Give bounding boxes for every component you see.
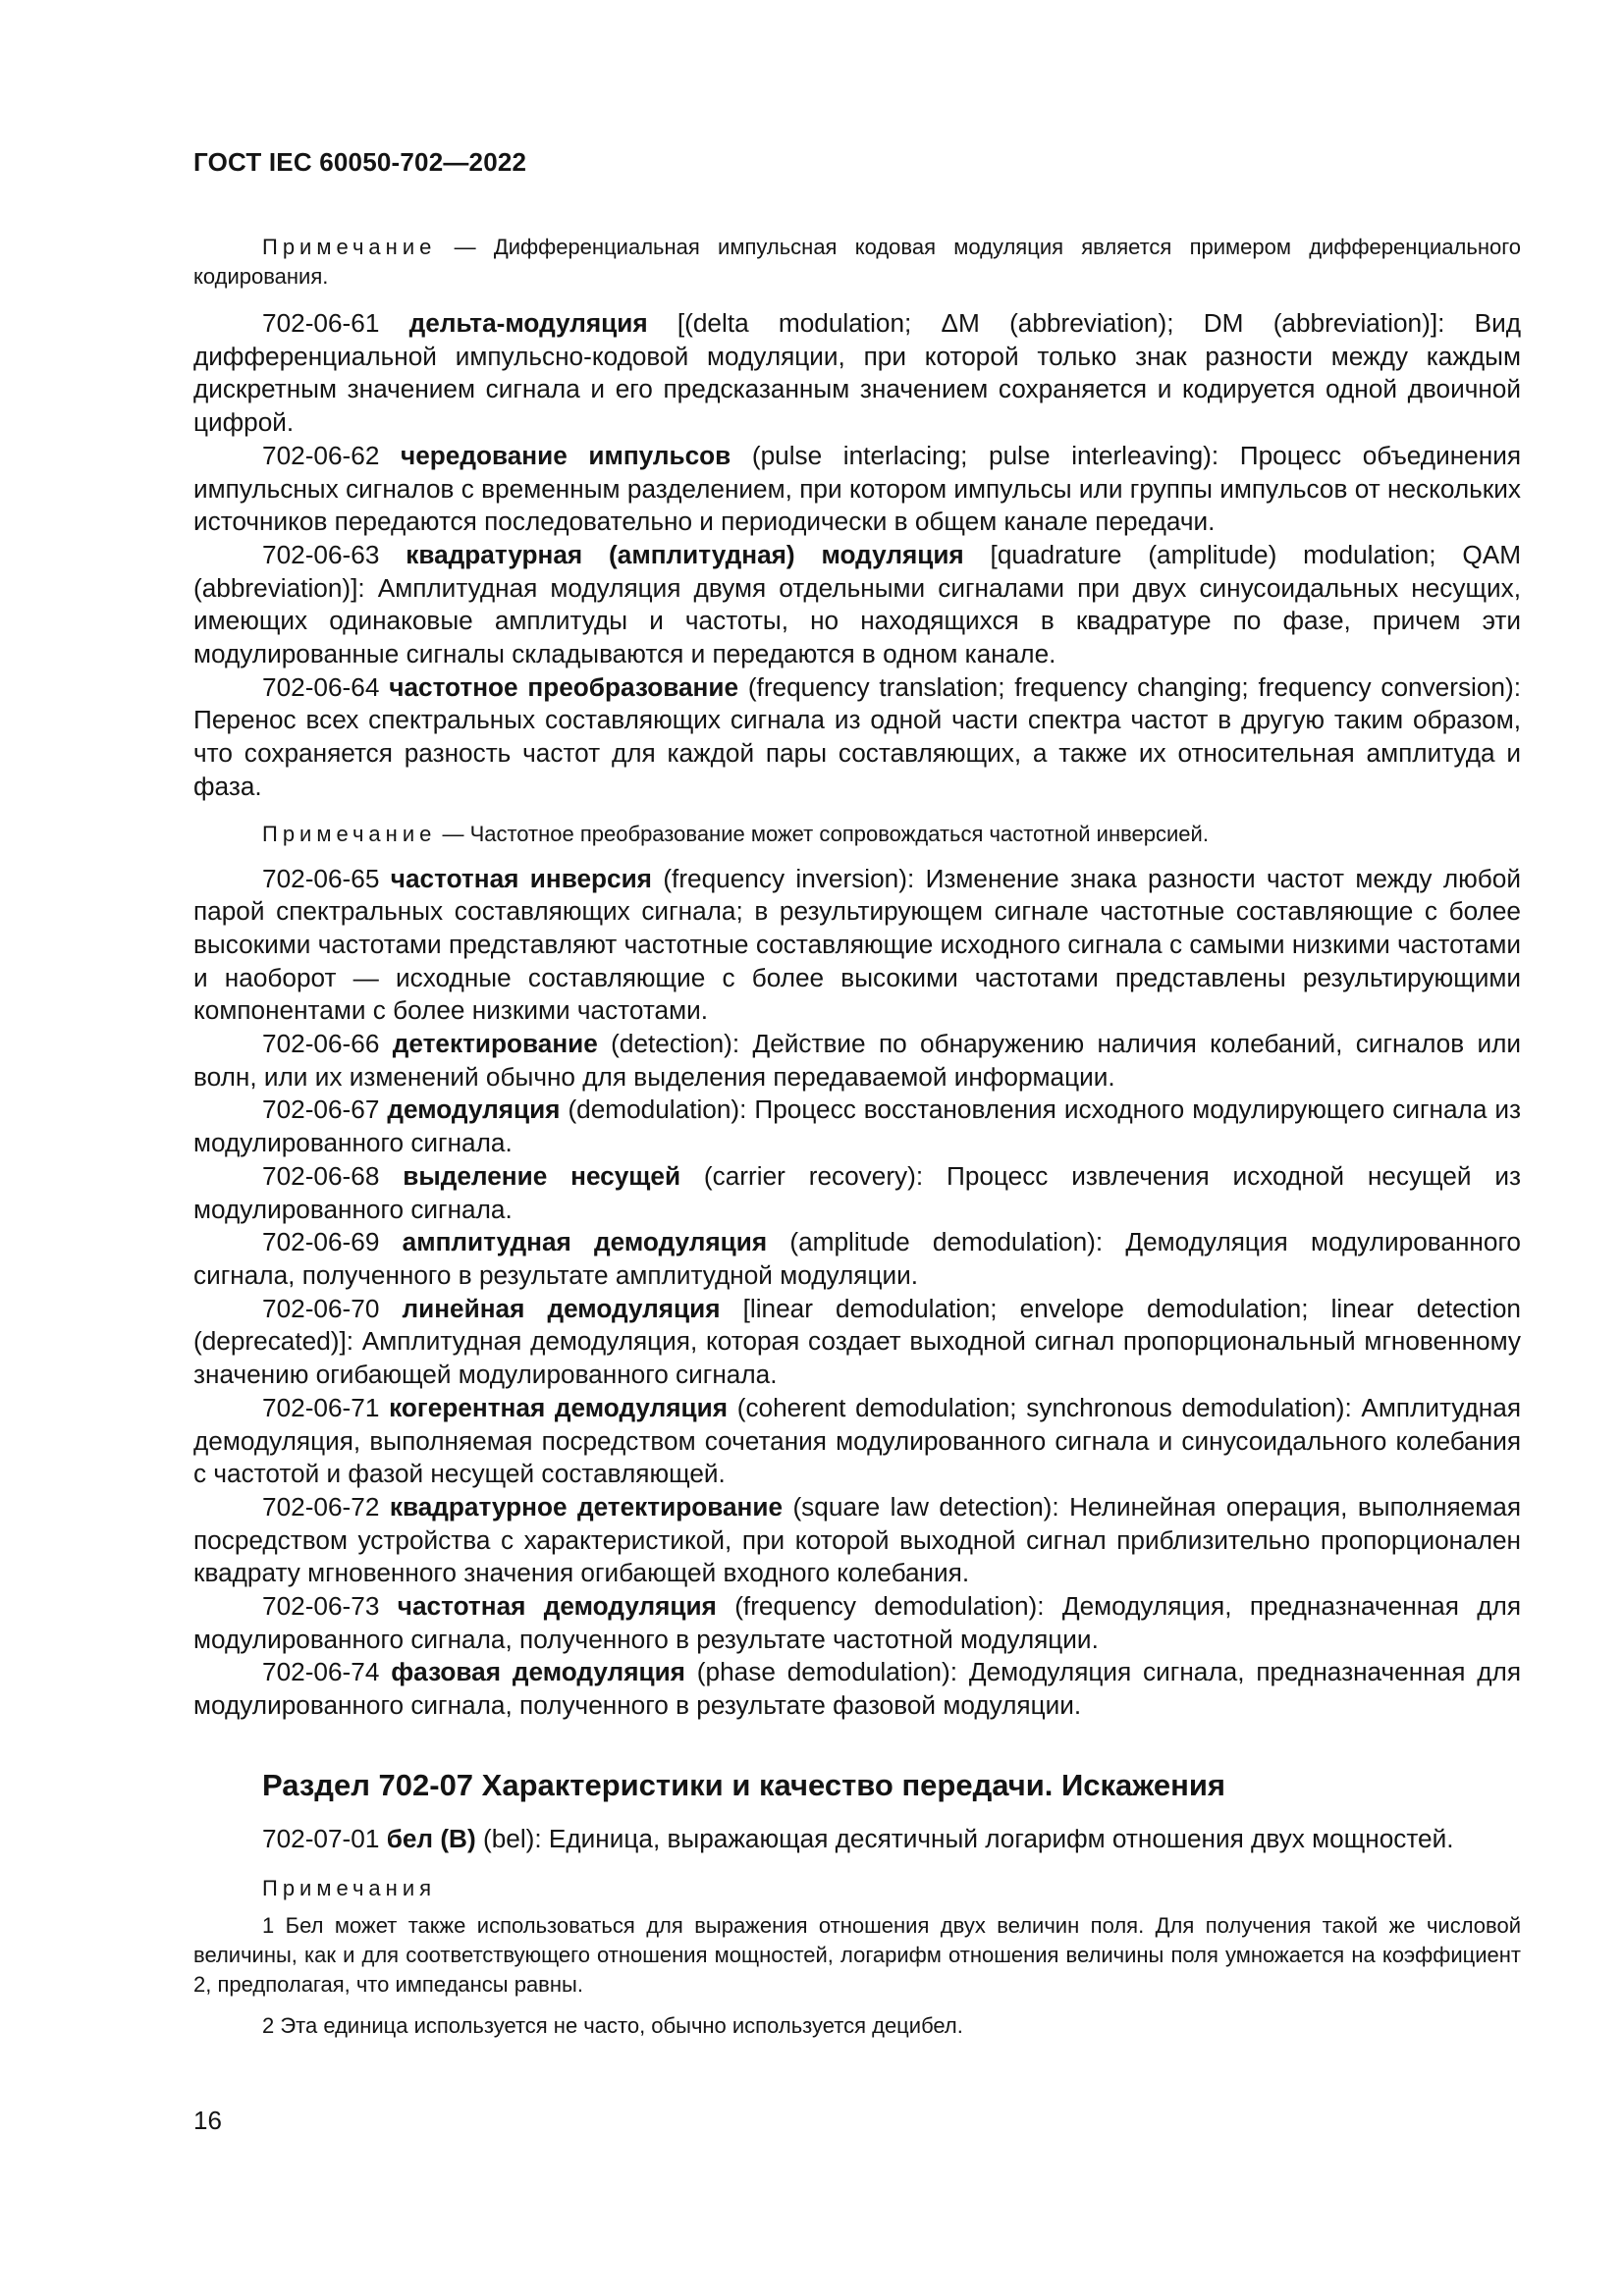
term-entry: [193, 1226, 1521, 1292]
term-entry: [193, 539, 1521, 671]
term-name: выделение несущей: [403, 1160, 681, 1191]
term-definition: (phase demodulation): Демодуляция сигнала, предназначенная для модулированного сигнала, полученного в результате фазовой модуляции.: [193, 1657, 1521, 1721]
term-number: 702-06-67: [262, 1095, 380, 1125]
term-name: квадратурная (амплитудная) модуляция: [406, 539, 964, 569]
term-entry: [193, 1491, 1521, 1590]
term-number: 702-06-63: [262, 539, 380, 569]
term-name: частотная инверсия: [390, 863, 652, 893]
term-definition: (detection): Действие по обнаружению наличия колебаний, сигналов или волн, или их изменений обычно для выделения передаваемой информации.: [193, 1029, 1521, 1092]
term-definition: (square law detection): Нелинейная операция, выполняемая посредством устройства с характеристикой, при которой выходной сигнал приблизительно пропорционален квадрату мгновенного значения огибающей входного колебания.: [193, 1491, 1521, 1588]
term-entry: [193, 1656, 1521, 1722]
numbered-note: 2 Эта единица используется не часто, обычно используется децибел.: [262, 2012, 963, 2038]
numbered-note: 1 Бел может также использоваться для выражения отношения двух величин поля. Для получения такой же числовой величины, как и для соответствующего отношения мощностей, логарифм отношения величины поля умножается на коэффициент 2, предполагая, что импедансы равны.: [193, 1912, 1521, 1997]
term-name: линейная демодуляция: [402, 1293, 721, 1323]
term-name: фазовая демодуляция: [391, 1657, 685, 1687]
term-definition: (frequency translation; frequency changing; frequency conversion): Перенос всех спектральных составляющих сигнала из одной части спектра частот в другую таким образом, что сохраняется разность частот для каждой пары составляющих, а также их относительная амплитуда и фаза.: [193, 671, 1521, 801]
term-number: 702-06-68: [262, 1160, 380, 1191]
term-number: 702-06-71: [262, 1392, 380, 1422]
term-name: детектирование: [392, 1029, 598, 1059]
term-name: квадратурное детектирование: [389, 1491, 784, 1522]
term-name: бел (В): [386, 1823, 476, 1853]
term-entry: [193, 1028, 1521, 1094]
note-text: — Частотное преобразование может сопровождаться частотной инверсией.: [436, 821, 1209, 846]
term-entry: [193, 1293, 1521, 1392]
term-number: 702-06-64: [262, 671, 380, 702]
page-number: 16: [193, 2106, 222, 2135]
term-name: частотная демодуляция: [397, 1591, 717, 1622]
term-name: демодуляция: [387, 1095, 561, 1125]
term-entry: [193, 1823, 1521, 1856]
term-definition: (coherent demodulation; synchronous demodulation): Амплитудная демодуляция, выполняемая посредством сочетания модулированного сигнала и синусоидального колебания с частотой и фазой несущей составляющей.: [193, 1392, 1521, 1489]
term-definition: (bel): Единица, выражающая десятичный логарифм отношения двух мощностей.: [475, 1823, 1454, 1853]
term-entry: [193, 863, 1521, 1029]
term-name: амплитудная демодуляция: [402, 1227, 768, 1257]
term-definition: (pulse interlacing; pulse interleaving): Процесс объединения импульсных сигналов с временным разделением, при котором импульсы или группы импульсов от нескольких источников передаются последовательно и периодически в общем канале передачи.: [193, 440, 1522, 537]
term-definition: [(delta modulation; ΔM (abbreviation); DM (abbreviation)]: Вид дифференциальной импульсно-кодовой модуляции, при которой только знак разности между каждым дискретным значением сигнала и его предсказанным значением сохраняется и кодируется одной двоичной цифрой.: [193, 308, 1521, 438]
term-name: чередование импульсов: [401, 440, 731, 470]
section-heading: Раздел 702-07 Характеристики и качество передачи. Искажения: [262, 1767, 1225, 1802]
note-label: Примечание: [262, 821, 437, 846]
term-definition: (amplitude demodulation): Демодуляция модулированного сигнала, полученного в результате амплитудной модуляции.: [193, 1227, 1521, 1290]
term-number: 702-07-01: [262, 1823, 380, 1853]
term-entry: [193, 671, 1521, 804]
term-entry: [193, 440, 1521, 539]
term-number: 702-06-70: [262, 1293, 380, 1323]
standard-header: ГОСТ IEC 60050-702—2022: [193, 147, 527, 177]
note-label: Примечание: [262, 235, 437, 259]
term-definition: (demodulation): Процесс восстановления исходного модулирующего сигнала из модулированного сигнала.: [193, 1095, 1521, 1158]
term-number: 702-06-72: [262, 1491, 380, 1522]
note: [193, 233, 1521, 292]
term-number: 702-06-74: [262, 1657, 380, 1687]
term-entry: [193, 1094, 1521, 1159]
term-number: 702-06-62: [262, 440, 380, 470]
term-number: 702-06-69: [262, 1227, 380, 1257]
term-definition: (frequency inversion): Изменение знака разности частот между любой парой спектральных составляющих сигнала; в результирующем сигнале частотные составляющие с более высокими частотами представляют частотные составляющие исходного сигнала с самыми низкими частотами и наоборот — исходные составляющие с более высокими частотами представлены результирующими компонентами с более низкими частотами.: [193, 863, 1521, 1026]
note-text: — Дифференциальная импульсная кодовая модуляция является примером дифференциального кодирования.: [193, 235, 1521, 289]
term-entry: [193, 1160, 1521, 1226]
term-name: когерентная демодуляция: [389, 1392, 729, 1422]
term-number: 702-06-73: [262, 1591, 380, 1622]
term-name: дельта-модуляция: [408, 308, 648, 338]
note: [193, 820, 1521, 849]
term-number: 702-06-66: [262, 1029, 380, 1059]
term-number: 702-06-61: [262, 308, 380, 338]
term-entry: [193, 1392, 1521, 1491]
term-name: частотное преобразование: [389, 671, 739, 702]
term-entry: [193, 307, 1521, 440]
term-number: 702-06-65: [262, 863, 380, 893]
term-entry: [193, 1590, 1521, 1656]
document-page: [193, 147, 1521, 2053]
term-definition: [linear demodulation; envelope demodulation; linear detection (deprecated)]: Амплитудная демодуляция, которая создает выходной сигнал пропорциональный мгновенному значению огибающей модулированного сигнала.: [193, 1293, 1521, 1390]
notes-heading: Примечания: [262, 1875, 437, 1900]
term-definition: [quadrature (amplitude) modulation; QAM (abbreviation)]: Амплитудная модуляция двумя отдельными сигналами при двух синусоидальных несущих, имеющих одинаковые амплитуды и частоты, но находящихся в квадратуре по фазе, причем эти модулированные сигналы складываются и передаются в одном канале.: [193, 539, 1522, 669]
term-definition: (carrier recovery): Процесс извлечения исходной несущей из модулированного сигнала.: [193, 1160, 1522, 1224]
term-definition: (frequency demodulation): Демодуляция, предназначенная для модулированного сигнала, полученного в результате частотной модуляции.: [193, 1591, 1522, 1654]
